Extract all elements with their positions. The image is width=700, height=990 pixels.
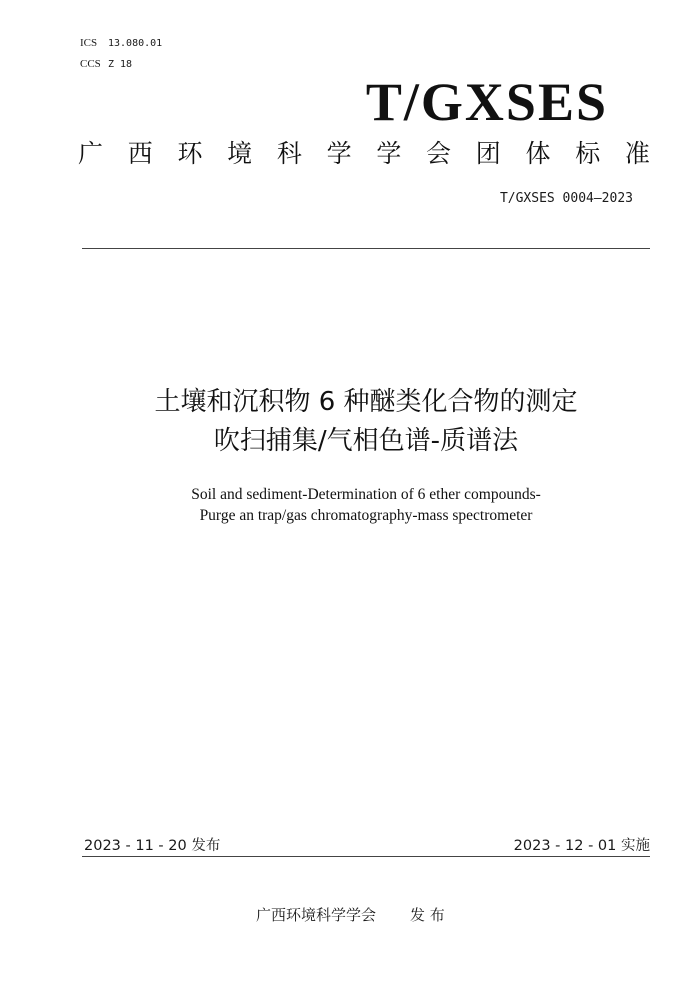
publish-action: 发 布 [410, 906, 445, 924]
title-chinese-line2: 吹扫捕集/气相色谱-质谱法 [213, 426, 519, 456]
ics-row [80, 33, 162, 54]
implementation-date: 2023 - 12 - 01 实施 [513, 838, 650, 854]
top-divider [82, 248, 650, 249]
organization-standard-title [78, 137, 650, 171]
ics-label: ICS [80, 37, 98, 49]
publisher-line [256, 904, 445, 925]
org-char: 准 [624, 139, 650, 168]
standard-code: T/GXSES 0004—2023 [499, 191, 633, 206]
brand-logo-text: T/GXSES [365, 72, 608, 132]
title-chinese-line1: 土壤和沉积物 6 种醚类化合物的测定 [154, 387, 578, 417]
org-char: 标 [575, 139, 601, 168]
org-char: 学 [376, 139, 402, 168]
classification-codes [80, 33, 162, 75]
bottom-divider [82, 856, 650, 857]
ics-value: 13.080.01 [108, 38, 163, 49]
publisher-name: 广西环境科学学会 [256, 906, 377, 924]
ccs-row [80, 54, 162, 75]
org-char: 体 [525, 139, 551, 168]
org-char: 科 [276, 139, 302, 168]
org-char: 学 [326, 139, 352, 168]
org-char: 环 [177, 139, 203, 168]
org-char: 西 [127, 139, 153, 168]
org-char: 广 [78, 139, 104, 168]
org-char: 会 [426, 139, 452, 168]
title-english-line1: Soil and sediment-Determination of 6 ether compounds- [191, 486, 541, 503]
org-char: 境 [227, 139, 253, 168]
title-english-line2: Purge an trap/gas chromatography-mass spectrometer [199, 507, 533, 524]
ccs-label: CCS [80, 58, 101, 70]
ccs-value: Z 18 [108, 59, 133, 70]
publish-date: 2023 - 11 - 20 发布 [84, 838, 221, 854]
org-char: 团 [475, 139, 501, 168]
